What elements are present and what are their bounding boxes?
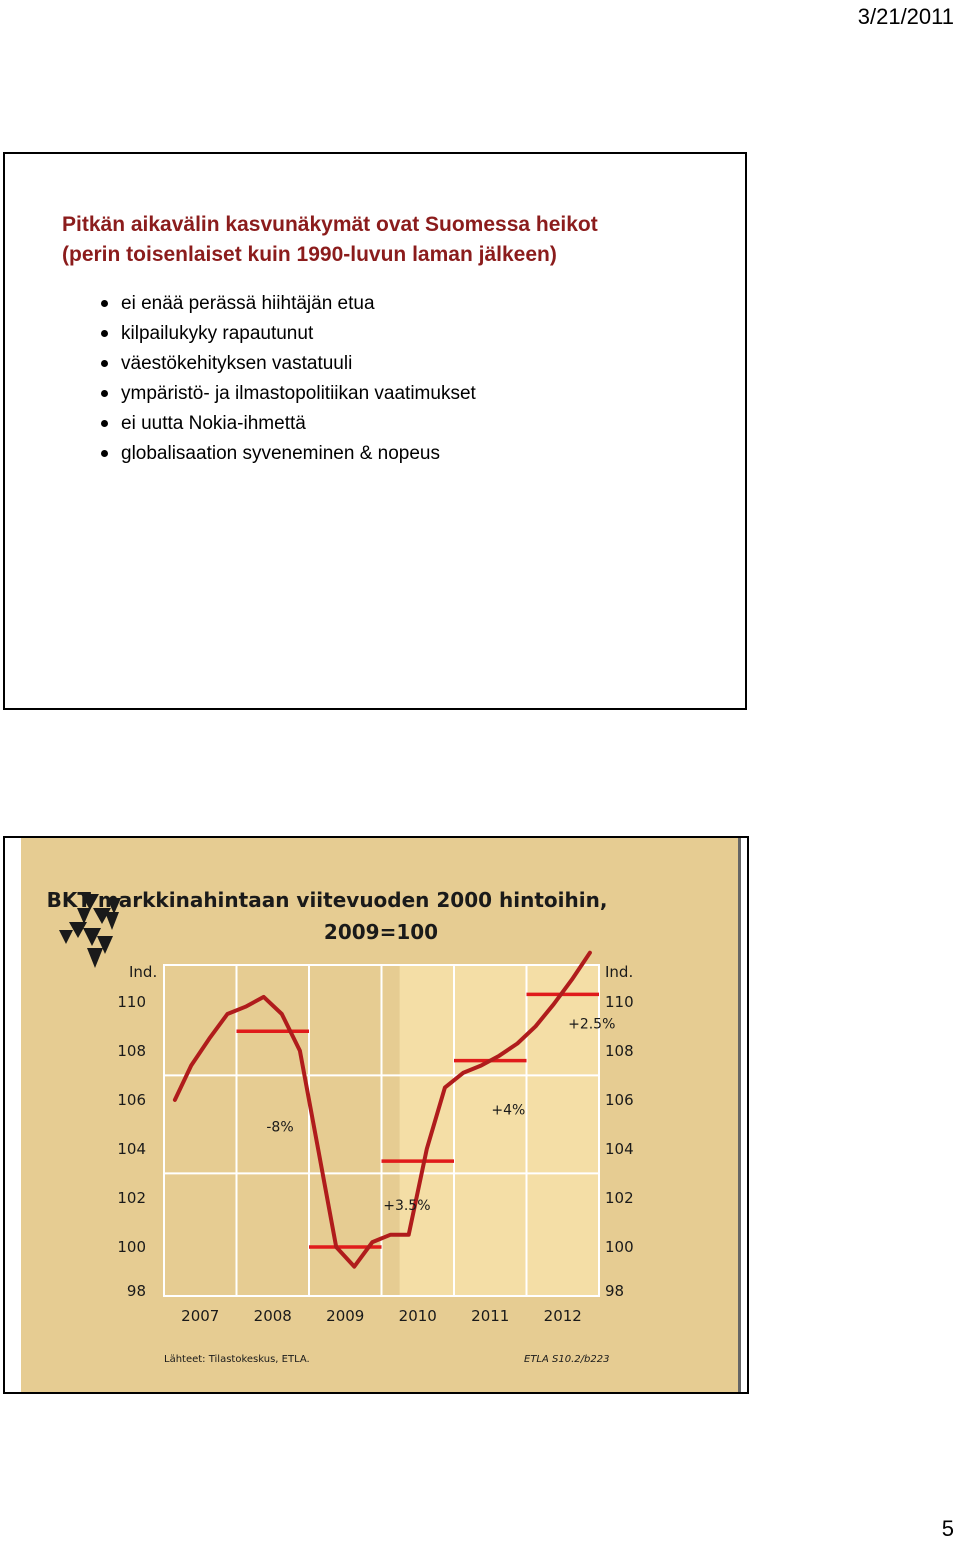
y-tick-label-left: 108 [117,1041,146,1060]
bullet-item [101,439,476,469]
y-tick-label-left: 104 [117,1139,146,1158]
bullet-dot-icon [101,390,108,397]
bullet-text: ympäristö- ja ilmastopolitiikan vaatimukset [121,383,476,404]
bullet-text: kilpailukyky rapautunut [121,323,314,344]
forecast-shading [400,965,599,1296]
bullet-item [101,409,476,439]
bullet-dot-icon [101,330,108,337]
bullet-item [101,289,476,319]
y-tick-label-right: 108 [605,1041,634,1060]
slide-title [62,210,742,270]
growth-annotation: +2.5% [568,1016,616,1033]
y-tick-label-right: 106 [605,1090,634,1109]
slide-text-panel [3,152,747,710]
gdp-line-chart [21,838,738,1392]
slide-date: 3/21/2011 [857,4,954,29]
x-tick-label: 2011 [471,1307,510,1325]
bullet-text: väestökehityksen vastatuuli [121,353,353,374]
chart-title-line-1: BKT markkinahintaan viitevuoden 2000 hintoihin, [46,888,608,912]
y-tick-label-left: 106 [117,1090,146,1109]
slide-title-line-1: Pitkän aikavälin kasvunäkymät ovat Suomessa heikot [62,213,598,236]
y-tick-label-left: 110 [117,992,146,1011]
bullet-dot-icon [101,360,108,367]
x-tick-label: 2012 [543,1307,582,1325]
bullet-text: ei enää perässä hiihtäjän etua [121,293,375,314]
slide-chart-panel [3,836,749,1394]
slide-title-line-2: (perin toisenlaiset kuin 1990-luvun laman jälkeen) [62,243,557,266]
source-code: ETLA S10.2/b223 [524,1354,610,1365]
x-ticks [181,1307,582,1325]
bullet-text: ei uutta Nokia-ihmettä [121,413,306,434]
bullet-item [101,319,476,349]
y-axis-label-left: Ind. [129,963,158,981]
y-tick-label-right: 110 [605,992,634,1011]
y-tick-label-right: 100 [605,1237,634,1256]
bullet-item [101,379,476,409]
y-tick-label-right: 102 [605,1188,634,1207]
y-tick-label-left: 100 [117,1237,146,1256]
y-axis-label-right: Ind. [605,963,634,981]
y-ticks-left [117,993,146,1300]
bullet-dot-icon [101,300,108,307]
y-ticks-right [605,993,634,1300]
chart-title-line-2: 2009=100 [323,920,439,944]
chart-background [21,838,741,1392]
bullet-item [101,349,476,379]
y-tick-label-right: 104 [605,1139,634,1158]
x-tick-label: 2010 [398,1307,437,1325]
bullet-dot-icon [101,450,108,457]
growth-annotation: +4% [491,1102,526,1119]
bullet-dot-icon [101,420,108,427]
x-tick-label: 2007 [181,1307,220,1325]
y-tick-label-right: 98 [605,1282,625,1300]
growth-annotation: +3.5% [383,1198,431,1215]
y-tick-label-left: 98 [126,1282,146,1300]
growth-annotation: -8% [266,1119,294,1136]
source-note: Lähteet: Tilastokeskus, ETLA. [164,1354,310,1365]
x-tick-label: 2008 [253,1307,292,1325]
page-number: 5 [941,1516,954,1541]
bullet-list [101,289,476,469]
x-tick-label: 2009 [326,1307,365,1325]
y-tick-label-left: 102 [117,1188,146,1207]
bullet-text: globalisaation syveneminen & nopeus [121,443,440,464]
